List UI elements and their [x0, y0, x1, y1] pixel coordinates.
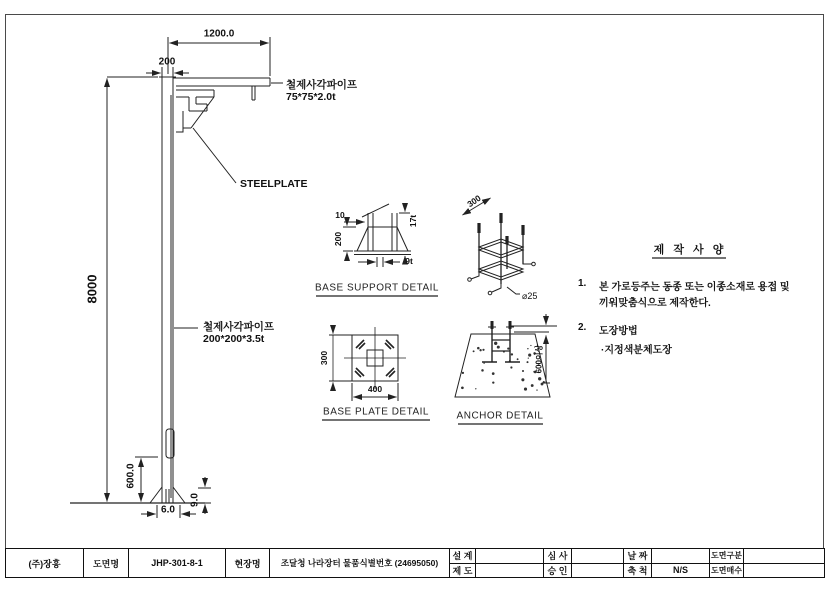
dim-arm-length: 1200.0: [203, 28, 235, 40]
base-plate-detail-title: BASE PLATE DETAIL: [323, 406, 429, 418]
base-gussets: [150, 487, 185, 503]
review-label: 심 사: [544, 549, 571, 564]
review-approve-values: [572, 549, 624, 577]
design-label: 설 계: [450, 549, 475, 564]
dim-pole-height: 8000: [84, 274, 100, 304]
spec-item2-title: 도장방법: [599, 326, 638, 337]
bracket-meander-lower: [176, 97, 214, 132]
dim-base-width: 6.0: [161, 504, 175, 516]
spec-item2-sub: ·지정색분체도장: [601, 345, 672, 356]
anchor-cage-view: [463, 198, 536, 295]
design-draft-labels: [450, 549, 476, 577]
date-label: 날 짜: [624, 549, 651, 564]
dim-bs-top-t: 17t: [408, 214, 418, 228]
base-support-detail-title: BASE SUPPORT DETAIL: [315, 282, 439, 294]
spec-item1-line2: 끼워맞춤식으로 제작한다.: [599, 298, 711, 309]
dim-cage-spacing: 300: [465, 192, 483, 210]
dim-bp-depth: 300: [319, 350, 329, 366]
dim-bs-height: 200: [333, 231, 343, 247]
pole-pipe-label: [203, 321, 274, 345]
arm-pipe-label-line1: 철제사각파이프: [286, 79, 358, 91]
class-sheets-values: [744, 549, 824, 577]
date-scale-values: [652, 549, 710, 577]
dim-base-thickness: 9.0: [189, 493, 201, 507]
title-block: [5, 548, 825, 578]
dim-handhole-height: 600.0: [125, 463, 137, 489]
anchor-detail-title: ANCHOR DETAIL: [456, 410, 544, 422]
drawing-number: JHP-301-8-1: [129, 549, 226, 577]
pole-pipe-label-line2: 200*200*3.5t: [203, 333, 265, 345]
sheets-label: 도면매수: [711, 565, 742, 575]
steelplate-leader: [193, 128, 236, 183]
dim-anchor-embed: 600이상: [534, 344, 544, 374]
drawing-name-label: 도면명: [84, 549, 129, 577]
review-approve-labels: [544, 549, 572, 577]
pole-body: [159, 77, 176, 503]
design-draft-values: [476, 549, 544, 577]
dim-bp-width: 400: [367, 384, 383, 394]
review-value: [572, 549, 623, 564]
spec-item1-no: 1.: [578, 278, 587, 289]
spec-item1-line1: 본 가로등주는 동종 또는 이종소재로 용접 및: [599, 282, 790, 293]
date-scale-labels: [624, 549, 652, 577]
class-value: [744, 549, 824, 564]
scale-label: 축 척: [627, 565, 648, 576]
approve-value: [572, 564, 623, 578]
dim-arm-offset: 200: [158, 56, 176, 68]
class-sheets-labels: [710, 549, 744, 577]
dim-bs-wall: 10: [335, 210, 345, 220]
scale-value: N/S: [672, 565, 688, 576]
draft-label: 제 도: [452, 565, 473, 576]
class-label: 도면구분: [710, 549, 743, 564]
arm-pipe-label-line2: 75*75*2.0t: [286, 91, 336, 103]
arm-pipe-label: [286, 79, 357, 103]
company-cell: (주)장흥: [6, 549, 84, 577]
spec-title: 제 작 사 양: [653, 244, 727, 256]
pole-pipe-label-line1: 철제사각파이프: [203, 321, 275, 333]
draft-value: [476, 564, 543, 578]
approve-label: 승 인: [547, 565, 568, 576]
dim-cage-bolt-dia: ⌀25: [522, 291, 538, 301]
site-label: 현장명: [226, 549, 270, 577]
site-value: 조달청 나라장터 물품식별번호 (24695050): [270, 549, 450, 577]
date-value: [652, 549, 709, 564]
spec-item2-no: 2.: [578, 322, 587, 333]
steelplate-label: STEELPLATE: [240, 178, 308, 190]
dim-bs-plate-t: 9t: [405, 256, 413, 266]
design-value: [476, 549, 543, 564]
bracket-meander: [176, 90, 214, 111]
sheets-value: [744, 564, 824, 578]
